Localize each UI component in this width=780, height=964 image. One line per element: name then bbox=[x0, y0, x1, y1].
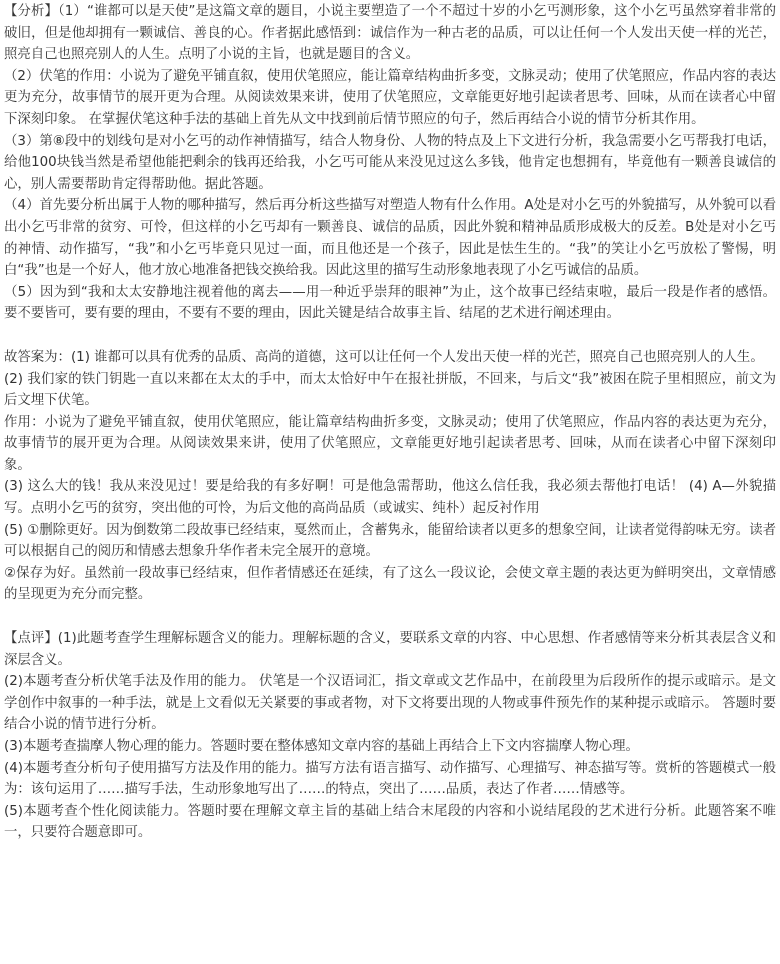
section-gap bbox=[4, 325, 776, 347]
comment-paragraph-1: 【点评】(1)此题考查学生理解标题含义的能力。理解标题的含义，要联系文章的内容、中心思想、作者感情等来分析其表层含义和深层含义。 bbox=[4, 631, 776, 668]
comment-paragraph-4: (4)本题考查分析句子使用描写方法及作用的能力。描写方法有语言描写、动作描写、心理描写、神态描写等。赏析的答题模式一般为：该句运用了……描写手法，生动形象地写出了……的特点，突出了……品质，表达了作者……情感等。 bbox=[4, 760, 776, 798]
comment-paragraph-2: (2)本题考查分析伏笔手法及作用的能力。 伏笔是一个汉语词汇，指文章或文艺作品中，在前段里为后段所作的提示或暗示。是文学创作中叙事的一种手法，就是上文看似无关紧要的事或者物，对下文将要出现的人物或事件预先作的某种提示或暗示。 答题时要结合小说的情节进行分析。 bbox=[4, 674, 776, 733]
comment-section bbox=[4, 628, 776, 844]
analysis-paragraph-4: （4）首先要分析出属于人物的哪种描写，然后再分析这些描写对塑造人物有什么作用。A处是对小乞丐的外貌描写，从外貌可以看出小乞丐非常的贫穷、可怜，但这样的小乞丐却有一颗善良、诚信的品质，因此外貌和精神品质形成极大的反差。B处是对小乞丐的神情、动作描写，“我”和小乞丐毕竟只见过一面，而且他还是一个孩子，因此是怯生生的。“我”的笑让小乞丐放松了警惕，明白“我”也是一个好人，他才放心地准备把钱交换给我。因此这里的描写生动形象地表现了小乞丐诚信的品质。 bbox=[4, 198, 776, 279]
answer-paragraph-2: (2) 我们家的铁门钥匙一直以来都在太太的手中，而太太恰好中午在报社拼版，不回来，与后文“我”被困在院子里相照应，前文为后文埋下伏笔。 bbox=[4, 371, 776, 409]
answer-section bbox=[4, 347, 776, 606]
comment-paragraph-5: (5)本题考查个性化阅读能力。答题时要在理解文章主旨的基础上结合末尾段的内容和小说结尾段的艺术进行分析。此题答案不唯一，只要符合题意即可。 bbox=[4, 803, 776, 841]
analysis-section bbox=[4, 1, 776, 325]
answer-paragraph-6: ②保存为好。虽然前一段故事已经结束，但作者情感还在延续，有了这么一段议论，会使文章主题的表达更为鲜明突出，文章情感的呈现更为充分而完整。 bbox=[4, 565, 776, 603]
analysis-paragraph-2: （2）伏笔的作用：小说为了避免平铺直叙，使用伏笔照应，能让篇章结构曲折多变，文脉灵动；使用了伏笔照应，作品内容的表达更为充分，故事情节的展开更为合理。从阅读效果来讲，使用了伏笔照应，文章能更好地引起读者思考、回味，从而在读者心中留下深刻印象。 在掌握伏笔这种手法的基础上首先从文中找到前后情节照应的句子，然后再结合小说的情节分析其作用。 bbox=[4, 68, 776, 127]
answer-paragraph-5: (5) ①删除更好。因为倒数第二段故事已经结束，戛然而止，含蓄隽永，能留给读者以更多的想象空间，让读者觉得韵味无穷。读者可以根据自己的阅历和情感去想象升华作者未完全展开的意境。 bbox=[4, 522, 776, 560]
solution-document bbox=[4, 0, 776, 844]
answer-paragraph-1: 故答案为：(1) 谁都可以具有优秀的品质、高尚的道德，这可以让任何一个人发出天使一样的光芒，照亮自己也照亮别人的人生。 bbox=[4, 349, 764, 365]
analysis-paragraph-5: （5）因为到“我和太太安静地注视着他的离去——用一种近乎崇拜的眼神”为止，这个故事已经结束啦，最后一段是作者的感悟。要不要皆可，要有要的理由，不要有不要的理由，因此关键是结合故事主旨、结尾的艺术进行阐述理由。 bbox=[4, 284, 776, 322]
section-gap bbox=[4, 606, 776, 628]
analysis-paragraph-3: （3）第⑧段中的划线句是对小乞丐的动作神情描写，结合人物身份、人物的特点及上下文进行分析，我急需要小乞丐帮我打电话，给他100块钱当然是希望他能把剩余的钱再还给我，小乞丐可能从来没见过这么多钱，他肯定也想拥有，毕竟他有一颗善良诚信的心，别人需要帮助肯定得帮助他。据此答题。 bbox=[4, 133, 776, 192]
answer-paragraph-4: (3) 这么大的钱！我从来没见过！要是给我的有多好啊！可是他急需帮助，他这么信任我，我必须去帮他打电话！ (4) A—外貌描写。点明小乞丐的贫穷，突出他的可怜，为后文他的高尚品质（或诚实、纯朴）起反衬作用 bbox=[4, 479, 776, 517]
comment-paragraph-3: (3)本题考查揣摩人物心理的能力。答题时要在整体感知文章内容的基础上再结合上下文内容揣摩人物心理。 bbox=[4, 739, 639, 754]
answer-paragraph-3: 作用：小说为了避免平铺直叙，使用伏笔照应，能让篇章结构曲折多变，文脉灵动；使用了伏笔照应，作品内容的表达更为充分，故事情节的展开更为合理。从阅读效果来讲，使用了伏笔照应，文章能更好地引起读者思考、回味，从而在读者心中留下深刻印象。 bbox=[4, 414, 776, 473]
analysis-paragraph-1: 【分析】（1）“谁都可以是天使”是这篇文章的题目，小说主要塑造了一个不超过十岁的小乞丐测形象，这个小乞丐虽然穿着非常的破旧，但是他却拥有一颗诚信、善良的心。作者据此感悟到：诚信作为一种古老的品质，可以让任何一个人发出天使一样的光芒，照亮自己也照亮别人的人生。点明了小说的主旨，也就是题目的含义。 bbox=[4, 4, 776, 63]
